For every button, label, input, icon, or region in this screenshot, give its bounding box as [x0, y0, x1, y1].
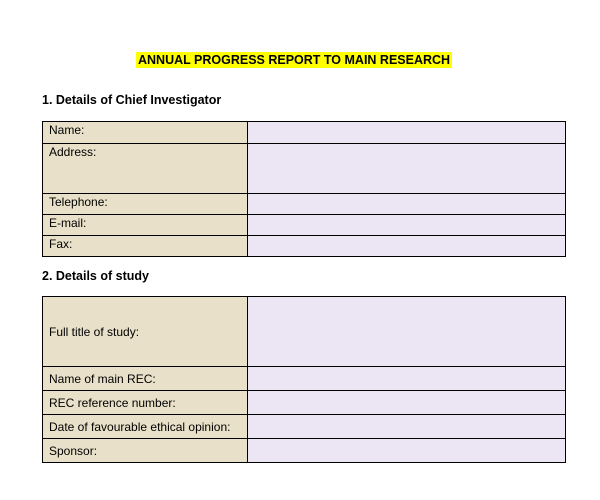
field-label-full-title: Full title of study:: [43, 297, 248, 367]
field-label-address: Address:: [43, 144, 248, 194]
table-row: [43, 236, 566, 257]
field-input-fax[interactable]: [248, 236, 566, 257]
field-label-email: E-mail:: [43, 215, 248, 236]
table-row: [43, 194, 566, 215]
table-row: [43, 391, 566, 415]
field-label-rec-reference: REC reference number:: [43, 391, 248, 415]
table-row: [43, 297, 566, 367]
section-heading-study: 2. Details of study: [42, 269, 149, 283]
field-input-full-title[interactable]: [248, 297, 566, 367]
table-row: [43, 215, 566, 236]
field-label-main-rec: Name of main REC:: [43, 367, 248, 391]
field-input-rec-reference[interactable]: [248, 391, 566, 415]
field-label-ethical-opinion-date: Date of favourable ethical opinion:: [43, 415, 248, 439]
field-label-sponsor: Sponsor:: [43, 439, 248, 463]
section-heading-chief-investigator: 1. Details of Chief Investigator: [42, 93, 222, 107]
document-title: ANNUAL PROGRESS REPORT TO MAIN RESEARCH: [138, 53, 451, 67]
field-input-main-rec[interactable]: [248, 367, 566, 391]
table-row: [43, 122, 566, 144]
field-input-sponsor[interactable]: [248, 439, 566, 463]
field-input-telephone[interactable]: [248, 194, 566, 215]
field-label-telephone: Telephone:: [43, 194, 248, 215]
field-input-name[interactable]: [248, 122, 566, 144]
study-details-table: [42, 296, 566, 463]
table-row: [43, 439, 566, 463]
field-input-ethical-opinion-date[interactable]: [248, 415, 566, 439]
chief-investigator-table: [42, 121, 566, 257]
table-row: [43, 415, 566, 439]
field-input-address[interactable]: [248, 144, 566, 194]
field-label-name: Name:: [43, 122, 248, 144]
table-row: [43, 144, 566, 194]
field-label-fax: Fax:: [43, 236, 248, 257]
table-row: [43, 367, 566, 391]
field-input-email[interactable]: [248, 215, 566, 236]
